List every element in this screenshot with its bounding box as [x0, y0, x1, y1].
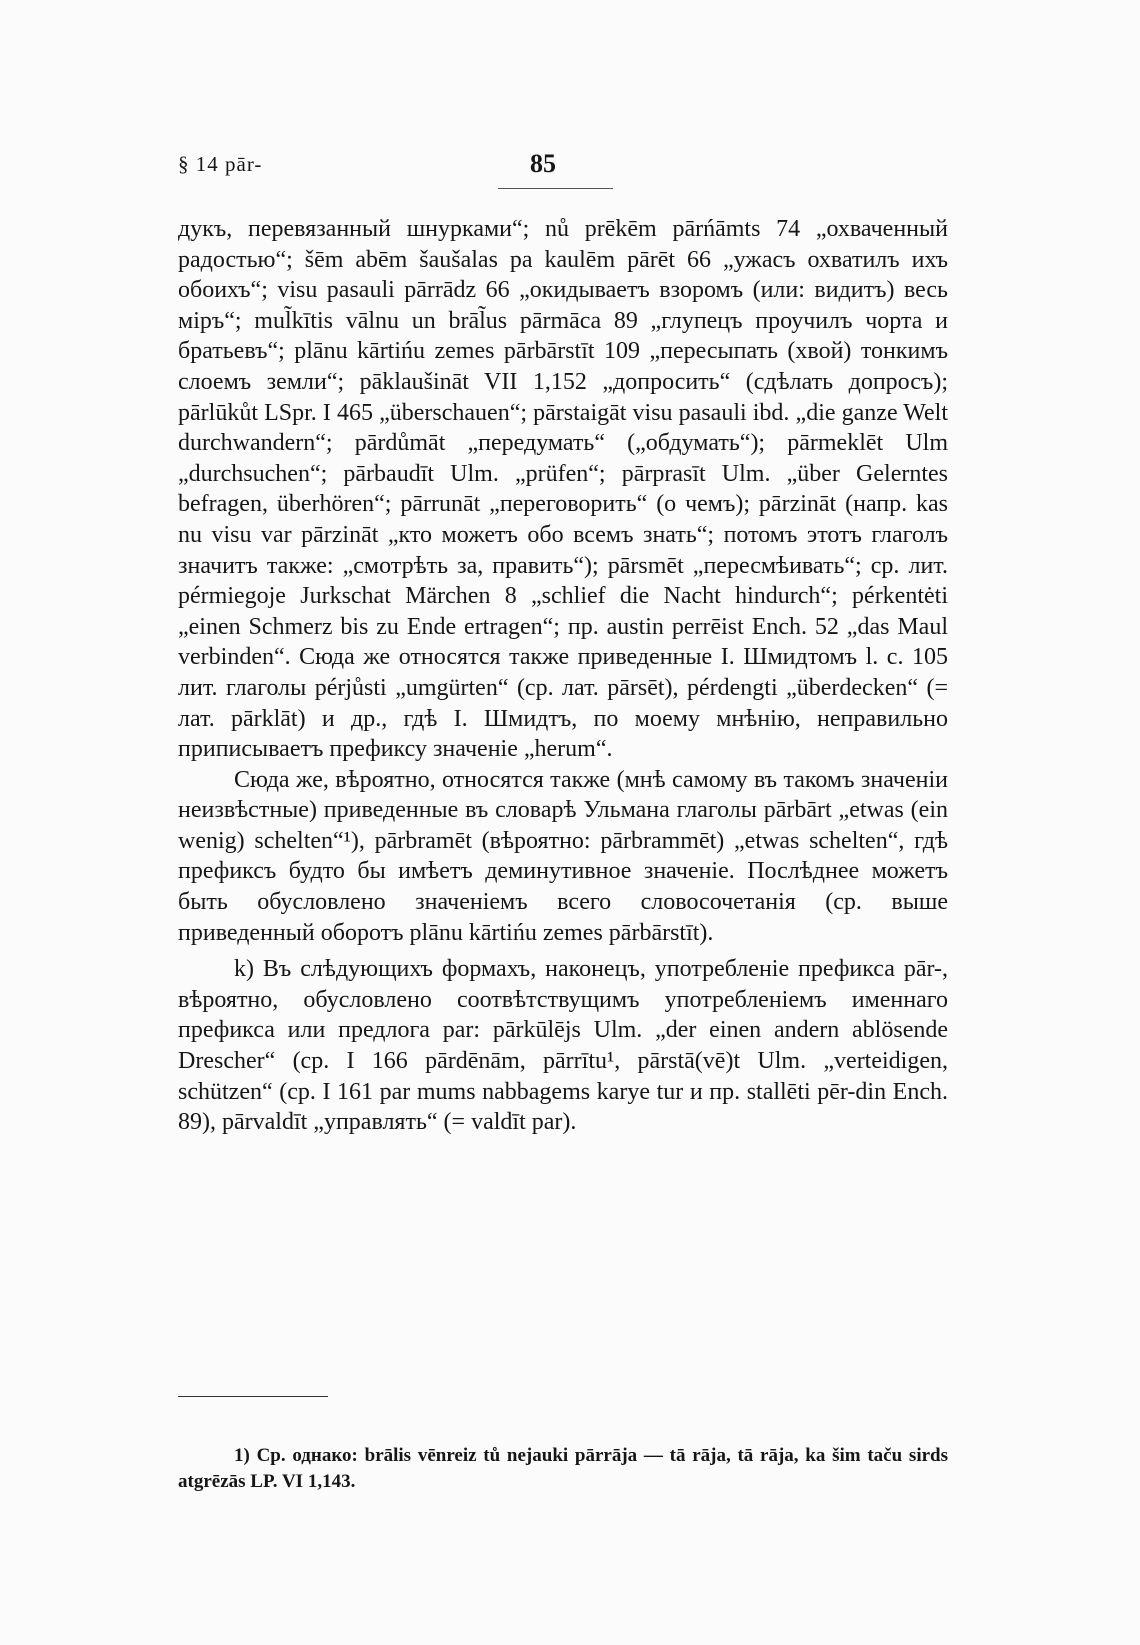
header-rule: [498, 188, 613, 189]
paragraph-k: k) Въ слѣдующихъ формахъ, наконецъ, употребленіе префикса pār-, вѣроятно, обусловлено соотвѣтствущимъ употребленіемъ именнаго префикса или предлога par: pārkūlējs Ulm. „der einen andern ablösende Drescher“ (ср. I 166 pārdēnām, pārrītu¹, pārstā(vē)t Ulm. „verteidigen, schützen“ (ср. I 161 par mums nabbagems karye tur и пр. stallēti pēr-din Ench. 89), pārvaldīt „управлять“ (= valdīt par).: [178, 956, 948, 1136]
body-text: [178, 214, 948, 1138]
footnote-rule: [178, 1396, 328, 1397]
page-header: [178, 149, 968, 192]
paragraph-verbs-ulmann: Сюда же, вѣроятно, относятся также (мнѣ самому въ такомъ значеніи неизвѣстные) приведенные въ словарѣ Ульмана глаголы pārbārt „etwas (ein wenig) schelten“¹), pārbramēt (вѣроятно: pārbrammēt) „etwas schelten“, гдѣ префиксъ будто бы имѣетъ деминутивное значеніе. Послѣднее можетъ быть обусловлено значеніемъ всего словосочетанія (ср. выше приведенный оборотъ plānu kārtińu zemes pārbārstīt).: [178, 766, 948, 946]
footnote: 1) Ср. однако: brālis vēnreiz tů nejauki pārrāja — tā rāja, tā rāja, ka šim taču sirds atgrēzās LP. VI 1,143.: [178, 1445, 948, 1492]
section-reference: § 14 pār-: [178, 152, 263, 176]
page-number: 85: [530, 149, 556, 178]
paragraph-continued: дукъ, перевязанный шнурками“; nů prēkēm pārńāmts 74 „охваченный радостью“; šēm abēm šaušalas pa kaulēm pārēt 66 „ужасъ охватилъ ихъ обоихъ“; visu pasauli pārrādz 66 „окидываетъ взоромъ (или: видитъ) весь міръ“; mul̃kītis vālnu un brāl̃us pārmāca 89 „глупецъ проучилъ чорта и братьевъ“; plānu kārtińu zemes pārbārstīt 109 „пересыпать (хвой) тонкимъ слоемъ земли“; pāklaušināt VII 1,152 „допросить“ (сдѣлать допросъ); pārlūkůt LSpr. I 465 „überschauen“; pārstaigāt visu pasauli ibd. „die ganze Welt durchwandern“; pārdůmāt „передумать“ („обдумать“); pārmeklēt Ulm „durchsuchen“; pārbaudīt Ulm. „prüfen“; pārprasīt Ulm. „über Gelerntes befragen, überhören“; pārrunāt „переговорить“ (о чемъ); pārzināt (напр. kas nu visu var pārzināt „кто можетъ обо всемъ знать“; потомъ этотъ глаголъ значитъ также: „смотрѣть за, править“); pārsmēt „пересмѣивать“; ср. лит. pérmiegoje Jurkschat Märchen 8 „schlief die Nacht hindurch“; pérkentėti „einen Schmerz bis zu Ende ertragen“; пр. austin perrēist Ench. 52 „das Maul verbinden“. Сюда же относятся также приведенные I. Шмидтомъ l. c. 105 лит. глаголы pérjůsti „umgürten“ (ср. лат. pārsēt), pérdengti „überdecken“ (= лат. pārklāt) и др., гдѣ I. Шмидтъ, по моему мнѣнію, неправильно приписываетъ префиксу значеніе „herum“.: [178, 216, 948, 763]
